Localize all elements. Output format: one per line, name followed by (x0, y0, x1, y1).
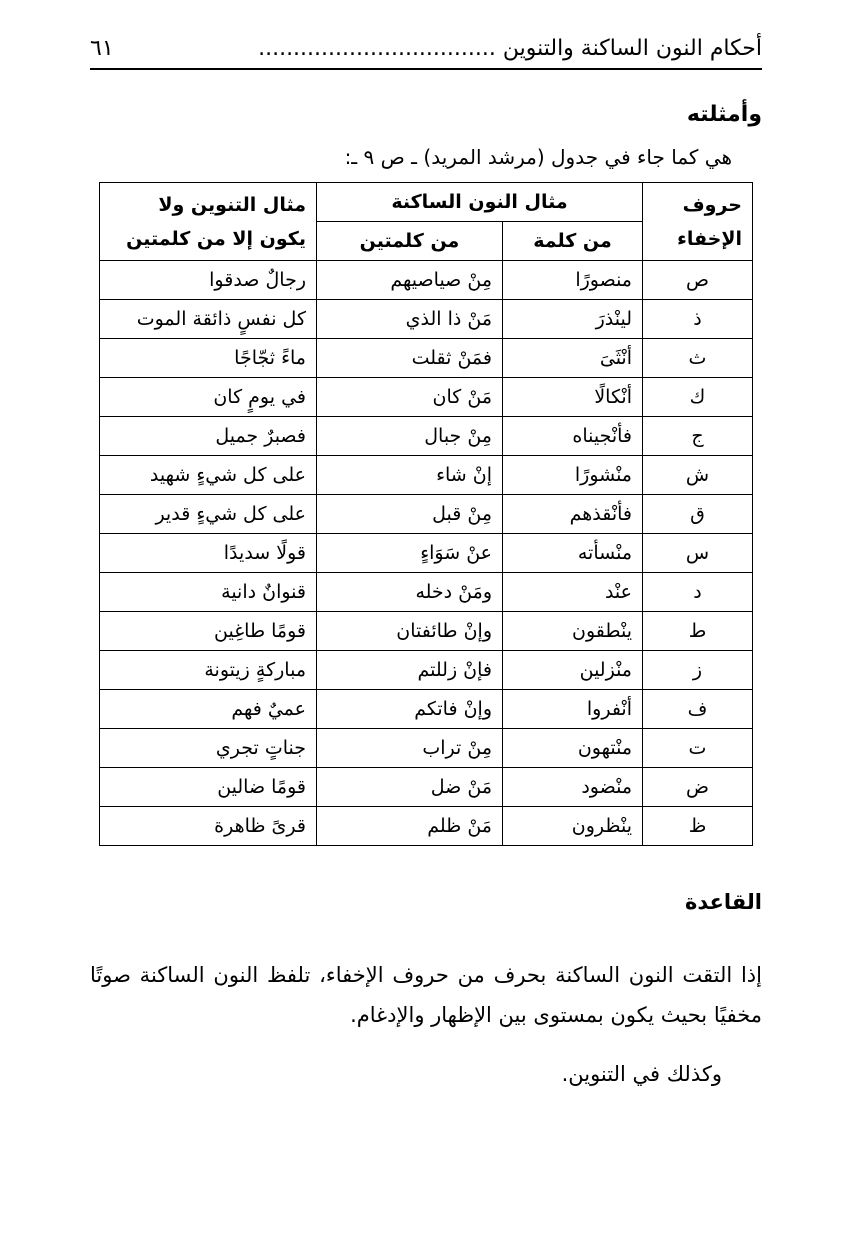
table-row (100, 300, 753, 339)
two-words-cell: إنْ شاء (317, 456, 503, 495)
two-words-cell: عنْ سَوَاءٍ (317, 534, 503, 573)
tanween-cell: على كل شيءٍ شهيد (100, 456, 317, 495)
one-word-cell: منْتهون (503, 729, 643, 768)
one-word-cell: ينْظرون (503, 807, 643, 846)
running-header (90, 30, 762, 70)
table-row (100, 339, 753, 378)
header-noon-sakinah: مثال النون الساكنة (317, 183, 643, 222)
one-word-cell: منْسأته (503, 534, 643, 573)
two-words-cell: مَنْ ذا الذي (317, 300, 503, 339)
table-row (100, 690, 753, 729)
tanween-cell: على كل شيءٍ قدير (100, 495, 317, 534)
table-row (100, 495, 753, 534)
letter-cell: د (643, 573, 753, 612)
letter-cell: ض (643, 768, 753, 807)
table-row (100, 807, 753, 846)
table-row (100, 573, 753, 612)
letter-cell: س (643, 534, 753, 573)
letter-cell: ث (643, 339, 753, 378)
one-word-cell: أنْثَىَ (503, 339, 643, 378)
letter-cell: ت (643, 729, 753, 768)
tanween-cell: قولًا سديدًا (100, 534, 317, 573)
one-word-cell: أنْكالًا (503, 378, 643, 417)
intro-line: هي كما جاء في جدول (مرشد المريد) ـ ص ٩ ـ: (344, 145, 732, 169)
one-word-cell: فأنْجيناه (503, 417, 643, 456)
rule-heading: القاعدة (685, 890, 762, 914)
two-words-cell: مِنْ تراب (317, 729, 503, 768)
section-heading: وأمثلته (686, 102, 762, 127)
tanween-cell: قنوانٌ دانية (100, 573, 317, 612)
two-words-cell: مَنْ كان (317, 378, 503, 417)
table-row (100, 612, 753, 651)
tanween-cell: مباركةٍ زيتونة (100, 651, 317, 690)
header-one-word: من كلمة (503, 222, 643, 261)
rule-text: إذا التقت النون الساكنة بحرف من حروف الإخفاء، تلفظ النون الساكنة صوتًا مخفيًا بحيث يكون بمستوى بين الإظهار والإدغام. (90, 963, 762, 1027)
letter-cell: ف (643, 690, 753, 729)
one-word-cell: منْضود (503, 768, 643, 807)
letter-cell: ج (643, 417, 753, 456)
tanween-cell: كل نفسٍ ذائقة الموت (100, 300, 317, 339)
table-row (100, 456, 753, 495)
one-word-cell: عنْد (503, 573, 643, 612)
two-words-cell: مَنْ ظلم (317, 807, 503, 846)
two-words-cell: وإنْ فاتكم (317, 690, 503, 729)
letter-cell: ق (643, 495, 753, 534)
two-words-cell: فمَنْ ثقلت (317, 339, 503, 378)
tanween-cell: في يومٍ كان (100, 378, 317, 417)
tanween-cell: عميٌ فهم (100, 690, 317, 729)
letter-cell: ظ (643, 807, 753, 846)
table-row (100, 261, 753, 300)
table-row (100, 417, 753, 456)
header-letters: حروف الإخفاء (643, 183, 753, 261)
two-words-cell: مَنْ ضل (317, 768, 503, 807)
letter-cell: ز (643, 651, 753, 690)
table-row (100, 651, 753, 690)
tanween-cell: فصبرٌ جميل (100, 417, 317, 456)
tanween-cell: ماءً ثجّاجًا (100, 339, 317, 378)
table-row (100, 729, 753, 768)
two-words-cell: مِنْ صياصيهم (317, 261, 503, 300)
one-word-cell: منصورًا (503, 261, 643, 300)
tanween-cell: رجالٌ صدقوا (100, 261, 317, 300)
letter-cell: ط (643, 612, 753, 651)
page-number: ٦١ (90, 36, 114, 61)
one-word-cell: لينْذرَ (503, 300, 643, 339)
one-word-cell: فأنْقذهم (503, 495, 643, 534)
letter-cell: ص (643, 261, 753, 300)
table-body (100, 261, 753, 846)
tanween-cell: جناتٍ تجري (100, 729, 317, 768)
letter-cell: ك (643, 378, 753, 417)
two-words-cell: مِنْ قبل (317, 495, 503, 534)
two-words-cell: وإنْ طائفتان (317, 612, 503, 651)
letter-cell: ش (643, 456, 753, 495)
ikhfa-examples-table (99, 182, 753, 846)
table-row (100, 534, 753, 573)
header-tanween: مثال التنوين ولا يكون إلا من كلمتين (100, 183, 317, 261)
one-word-cell: منْشورًا (503, 456, 643, 495)
tanween-cell: قرىً ظاهرة (100, 807, 317, 846)
table-row (100, 378, 753, 417)
table-row (100, 768, 753, 807)
letter-cell: ذ (643, 300, 753, 339)
one-word-cell: ينْطقون (503, 612, 643, 651)
closing-line: وكذلك في التنوين. (561, 1062, 722, 1086)
header-two-words: من كلمتين (317, 222, 503, 261)
two-words-cell: مِنْ جبال (317, 417, 503, 456)
tanween-cell: قومًا ضالين (100, 768, 317, 807)
two-words-cell: فإنْ زللتم (317, 651, 503, 690)
two-words-cell: ومَنْ دخله (317, 573, 503, 612)
running-header-title: أحكام النون الساكنة والتنوين .................................. (258, 36, 762, 61)
one-word-cell: أنْفروا (503, 690, 643, 729)
tanween-cell: قومًا طاغِين (100, 612, 317, 651)
one-word-cell: منْزلين (503, 651, 643, 690)
